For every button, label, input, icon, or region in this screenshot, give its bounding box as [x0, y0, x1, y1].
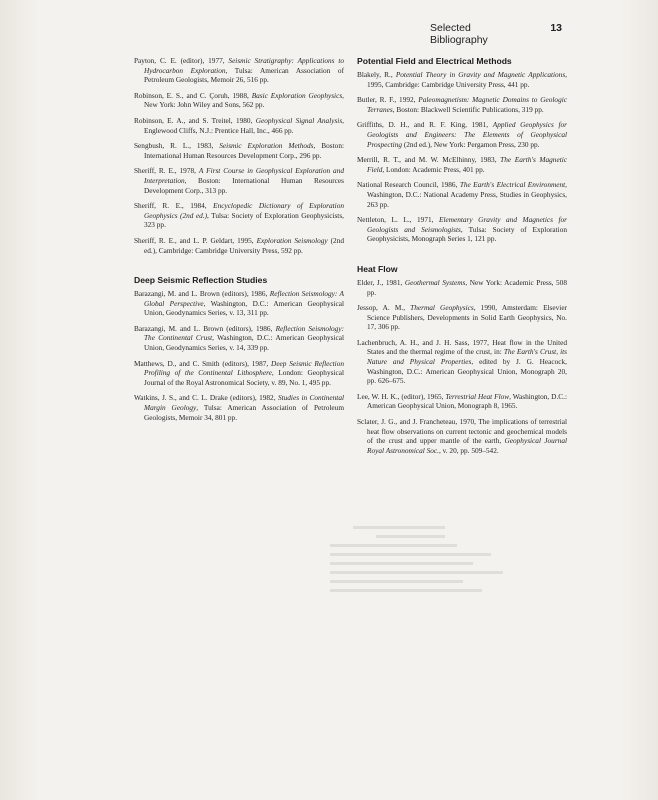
entry-title: Reflection Seismology: The Continental Crust: [144, 323, 344, 343]
entry-title: The Earth's Electrical Environment: [459, 180, 566, 190]
entry-text: Sheriff, R. E., and L. P. Geldart, 1995,: [134, 235, 257, 245]
entry-title: Exploration Seismology: [256, 235, 328, 245]
entry-title: The Earth's Crust, its Nature and Physical Properties: [367, 347, 567, 367]
entry-text: , Boston: Blackwell Scientific Publications, 319 pp.: [392, 104, 544, 114]
running-head-title: Selected Bibliography: [430, 22, 488, 46]
entry-text: , New York: Academic Press, 508 pp.: [367, 277, 567, 297]
bibliography-entry: [357, 70, 567, 89]
entry-text: , Englewood Cliffs, N.J.: Prentice Hall, Inc., 466 pp.: [144, 115, 344, 135]
bibliography-entry: [357, 392, 567, 411]
entry-title: Reflection Seismology: A Global Perspective: [144, 289, 345, 308]
entry-text: , London: Academic Press, 401 pp.: [382, 164, 485, 174]
entry-text: (2nd ed.), Cambridge: Cambridge University Press, 592 pp.: [144, 235, 345, 255]
bibliography-entry: [134, 91, 344, 110]
entry-title: Thermal Geophysics: [410, 303, 474, 313]
entry-text: (2nd ed.), New York: Pergamon Press, 230 pp.: [402, 139, 540, 149]
entry-text: Blakely, R.,: [357, 70, 396, 79]
entry-text: Robinson, E. S., and C. Çoruh, 1988,: [134, 90, 252, 100]
entry-text: , v. 20, pp. 509–542.: [438, 445, 499, 455]
running-head: [430, 22, 562, 46]
entry-text: Sheriff, R. E., 1984,: [134, 201, 214, 211]
bibliography-entry: [134, 359, 344, 388]
entry-title: Deep Seismic Reflection Profiling of the Continental Lithosphere: [144, 358, 344, 378]
entry-text: Barazangi, M. and L. Brown (editors), 1986,: [134, 323, 276, 333]
bibliography-entry: [357, 303, 567, 332]
bibliography-entry: [134, 289, 344, 318]
entry-text: , Washington, D.C.: American Geophysical Union, Geodynamics Series, v. 14, 339 pp.: [144, 333, 344, 353]
bibliography-entry: [357, 338, 567, 386]
entry-title: Paleomagnetism: Magnetic Domains to Geologic Terranes: [367, 95, 567, 114]
bibliography-entry: [357, 120, 567, 149]
entry-text: , Boston: International Human Resources Development Corp., 296 pp.: [144, 141, 344, 160]
entry-title: Studies in Continental Margin Geology: [144, 393, 344, 413]
bibliography-entry: [134, 324, 344, 353]
page-number: 13: [550, 22, 562, 34]
entry-text: Payton, C. E. (editor), 1977,: [134, 56, 229, 65]
section-heading: Potential Field and Electrical Methods: [357, 56, 512, 66]
bibliography-entry: [134, 236, 344, 255]
bibliography-entry: [134, 201, 344, 230]
bibliography-entry: [134, 56, 344, 85]
entry-text: Elder, J., 1981,: [357, 277, 405, 287]
entry-title: Elementary Gravity and Magnetics for Geologists and Seismologists: [367, 215, 567, 234]
entry-title: Seismic Exploration Methods: [219, 141, 314, 151]
section-heading: Deep Seismic Reflection Studies: [134, 275, 268, 286]
entry-text: Butler, R. F., 1992,: [357, 95, 419, 105]
entry-text: Sheriff, R. E., 1978,: [134, 166, 199, 176]
entry-text: Barazangi, M. and L. Brown (editors), 1986,: [134, 289, 270, 299]
bibliography-entry: [357, 215, 567, 244]
entry-title: Geophysical Signal Analysis: [255, 115, 343, 125]
bibliography-entry: [134, 166, 344, 195]
bibliography-entry: [357, 155, 567, 174]
entry-text: Nettleton, L. L., 1971,: [357, 215, 439, 225]
entry-title: Geothermal Systems: [404, 277, 466, 287]
entry-title: Potential Theory in Gravity and Magnetic Applications: [395, 70, 566, 79]
entry-text: , Tulsa: Society of Exploration Geophysicists, 323 pp.: [144, 210, 344, 230]
entry-title: Seismic Stratigraphy: Applications to Hydrocarbon Exploration: [144, 56, 345, 75]
entry-text: , Washington, D.C.: American Geophysical Union, Geodynamics Series, v. 13, 311 pp.: [144, 298, 344, 318]
entry-text: Sclater, J. G., and J. Francheteau, 1970, The implications of terrestrial heat flow observations on current tectonic and geochemical models of the crust and upper mantle of the earth,: [357, 417, 567, 446]
entry-text: National Research Council, 1986,: [357, 180, 460, 190]
bibliography-entry: [134, 141, 344, 160]
entry-text: Robinson, E. A., and S. Treitel, 1980,: [134, 115, 256, 125]
bibliography-entry: [357, 278, 567, 297]
entry-text: Merrill, R. T., and M. W. McElhinny, 1983,: [357, 155, 501, 165]
bibliography-entry: [357, 417, 567, 455]
bibliography-entry: [134, 116, 344, 135]
entry-text: , Boston: International Human Resources Development Corp., 313 pp.: [144, 175, 344, 195]
section-gap: [134, 261, 344, 275]
section-gap: [357, 250, 567, 264]
bibliography-entry: [357, 180, 567, 209]
entry-text: Watkins, J. S., and C. L. Drake (editors), 1982,: [134, 393, 278, 403]
entry-text: , edited by J. G. Heacock, Washington, D.C.: American Geophysical Union, Monograph 20, pp. 626–675.: [367, 357, 567, 386]
entry-text: , Tulsa: American Association of Petroleum Geologists, Memoir 34, 801 pp.: [144, 403, 344, 422]
entry-text: Lee, W. H. K., (editor), 1965,: [357, 391, 446, 401]
entry-title: Terrestrial Heat Flow: [445, 391, 510, 401]
left-column: [134, 56, 344, 428]
entry-text: , New York: John Wiley and Sons, 562 pp.: [144, 90, 344, 110]
entry-text: , London: Geophysical Journal of the Royal Astronomical Society, v. 89, No. 1, 495 pp.: [144, 368, 344, 387]
entry-text: , 1990, Amsterdam: Elsevier Science Publishers, Developments in Solid Earth Geophysics, No. 17, 306 pp.: [367, 303, 567, 332]
right-column: [357, 56, 567, 461]
entry-text: , Tulsa: Society of Exploration Geophysicists, Monograph Series 1, 121 pp.: [367, 224, 568, 244]
entry-text: Lachenbruch, A. H., and J. H. Sass, 1977, Heat flow in the United States and the thermal regime of the crust, in:: [357, 337, 567, 357]
entry-title: Applied Geophysics for Geologists and Engineers: The Elements of Geophysical Prospecting: [367, 120, 568, 149]
entry-text: Jessop, A. M.,: [357, 303, 411, 313]
entry-title: The Earth's Magnetic Field: [367, 155, 567, 174]
entry-title: Geophysical Journal Royal Astronomical Soc.: [367, 436, 567, 455]
entry-text: Sengbush, R. L., 1983,: [134, 141, 220, 151]
entry-text: , Washington, D.C.: National Academy Press, Studies in Geophysics, 263 pp.: [367, 180, 567, 209]
section-heading: Heat Flow: [357, 263, 398, 274]
entry-text: , 1995, Cambridge: Cambridge University Press, 441 pp.: [367, 70, 567, 89]
bibliography-entry: [357, 95, 567, 114]
bibliography-entry: [134, 393, 344, 422]
entry-title: Basic Exploration Geophysics: [251, 90, 343, 100]
entry-text: , Tulsa: American Association of Petroleum Geologists, Memoir 26, 516 pp.: [144, 65, 345, 85]
entry-title: Encyclopedic Dictionary of Exploration Geophysics (2nd ed.): [144, 201, 345, 220]
entry-text: Griffiths, D. H., and R. F. King, 1981,: [357, 120, 493, 130]
entry-title: A First Course in Geophysical Exploration and Interpretation: [144, 166, 345, 185]
entry-text: , Washington, D.C.: American Geophysical Union, Monograph 8, 1965.: [367, 391, 567, 411]
entry-text: Matthews, D., and C. Smith (editors), 1987,: [134, 358, 272, 368]
